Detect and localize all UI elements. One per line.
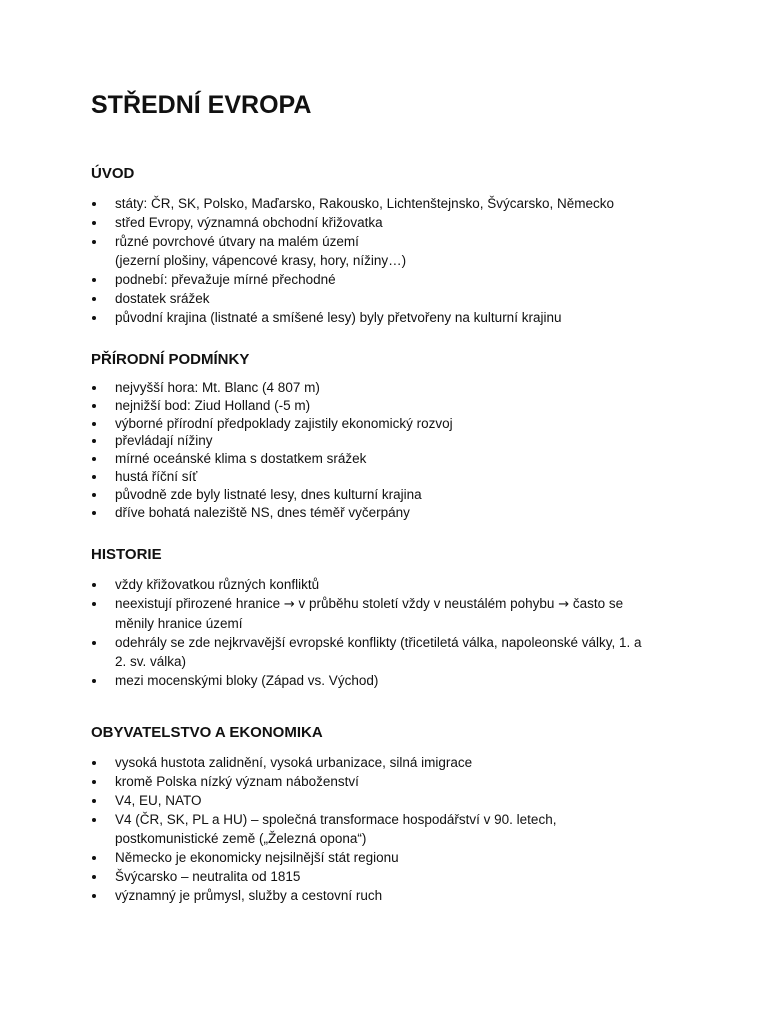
list-item: významný je průmysl, služby a cestovní ruch [91,886,678,905]
bullet-list-obyvatelstvo-a-ekonomika [91,753,678,905]
list-item: různé povrchové útvary na malém území (jezerní plošiny, vápencové krasy, hory, nížiny…) [91,232,678,270]
list-item: vysoká hustota zalidnění, vysoká urbanizace, silná imigrace [91,753,678,772]
list-item: původní krajina (listnaté a smíšené lesy) byly přetvořeny na kulturní krajinu [91,308,678,327]
list-item: výborné přírodní předpoklady zajistily ekonomický rozvoj [91,415,678,433]
list-item: mírné oceánské klima s dostatkem srážek [91,450,678,468]
list-item: státy: ČR, SK, Polsko, Maďarsko, Rakousko, Lichtenštejnsko, Švýcarsko, Německo [91,194,678,213]
list-item: podnebí: převažuje mírné přechodné [91,270,678,289]
list-item: Švýcarsko – neutralita od 1815 [91,867,678,886]
section-prirodni-podminky [91,350,678,521]
list-item: mezi mocenskými bloky (Západ vs. Východ) [91,671,678,690]
list-item: původně zde byly listnaté lesy, dnes kulturní krajina [91,486,678,504]
bullet-list-historie [91,575,678,690]
arrow-right-icon: → [283,597,295,613]
section-heading-prirodni-podminky: PŘÍRODNÍ PODMÍNKY [91,351,250,368]
bullet-list-prirodni-podminky [91,379,678,521]
list-item: Německo je ekonomicky nejsilnější stát regionu [91,848,678,867]
list-item: kromě Polska nízký význam náboženství [91,772,678,791]
section-heading-uvod: ÚVOD [91,165,135,182]
page-title: STŘEDNÍ EVROPA [91,91,312,119]
list-item: střed Evropy, významná obchodní křižovatka [91,213,678,232]
list-item: V4, EU, NATO [91,791,678,810]
list-item: dříve bohatá naleziště NS, dnes téměř vyčerpány [91,504,678,522]
section-heading-historie: HISTORIE [91,546,162,564]
list-item: převládají nížiny [91,432,678,450]
section-historie [91,545,678,690]
list-item: nejvyšší hora: Mt. Blanc (4 807 m) [91,379,678,397]
list-item: vždy křižovatkou různých konfliktů [91,575,678,594]
list-item: V4 (ČR, SK, PL a HU) – společná transformace hospodářství v 90. letech, postkomunistické země („Železná opona“) [91,810,678,848]
bullet-list-uvod [91,194,678,327]
list-item: dostatek srážek [91,289,678,308]
list-item: neexistují přirozené hranice → v průběhu století vždy v neustálém pohybu → často se měnily hranice území [91,594,678,633]
list-item: odehrály se zde nejkrvavější evropské konflikty (třicetiletá válka, napoleonské války, 1. a 2. sv. válka) [91,633,678,671]
section-uvod [91,164,678,327]
section-obyvatelstvo-a-ekonomika [91,723,678,905]
arrow-right-icon: → [558,597,570,613]
section-heading-obyvatelstvo-a-ekonomika: OBYVATELSTVO A EKONOMIKA [91,724,323,742]
list-item: nejnižší bod: Ziud Holland (-5 m) [91,397,678,415]
list-item: hustá říční síť [91,468,678,486]
